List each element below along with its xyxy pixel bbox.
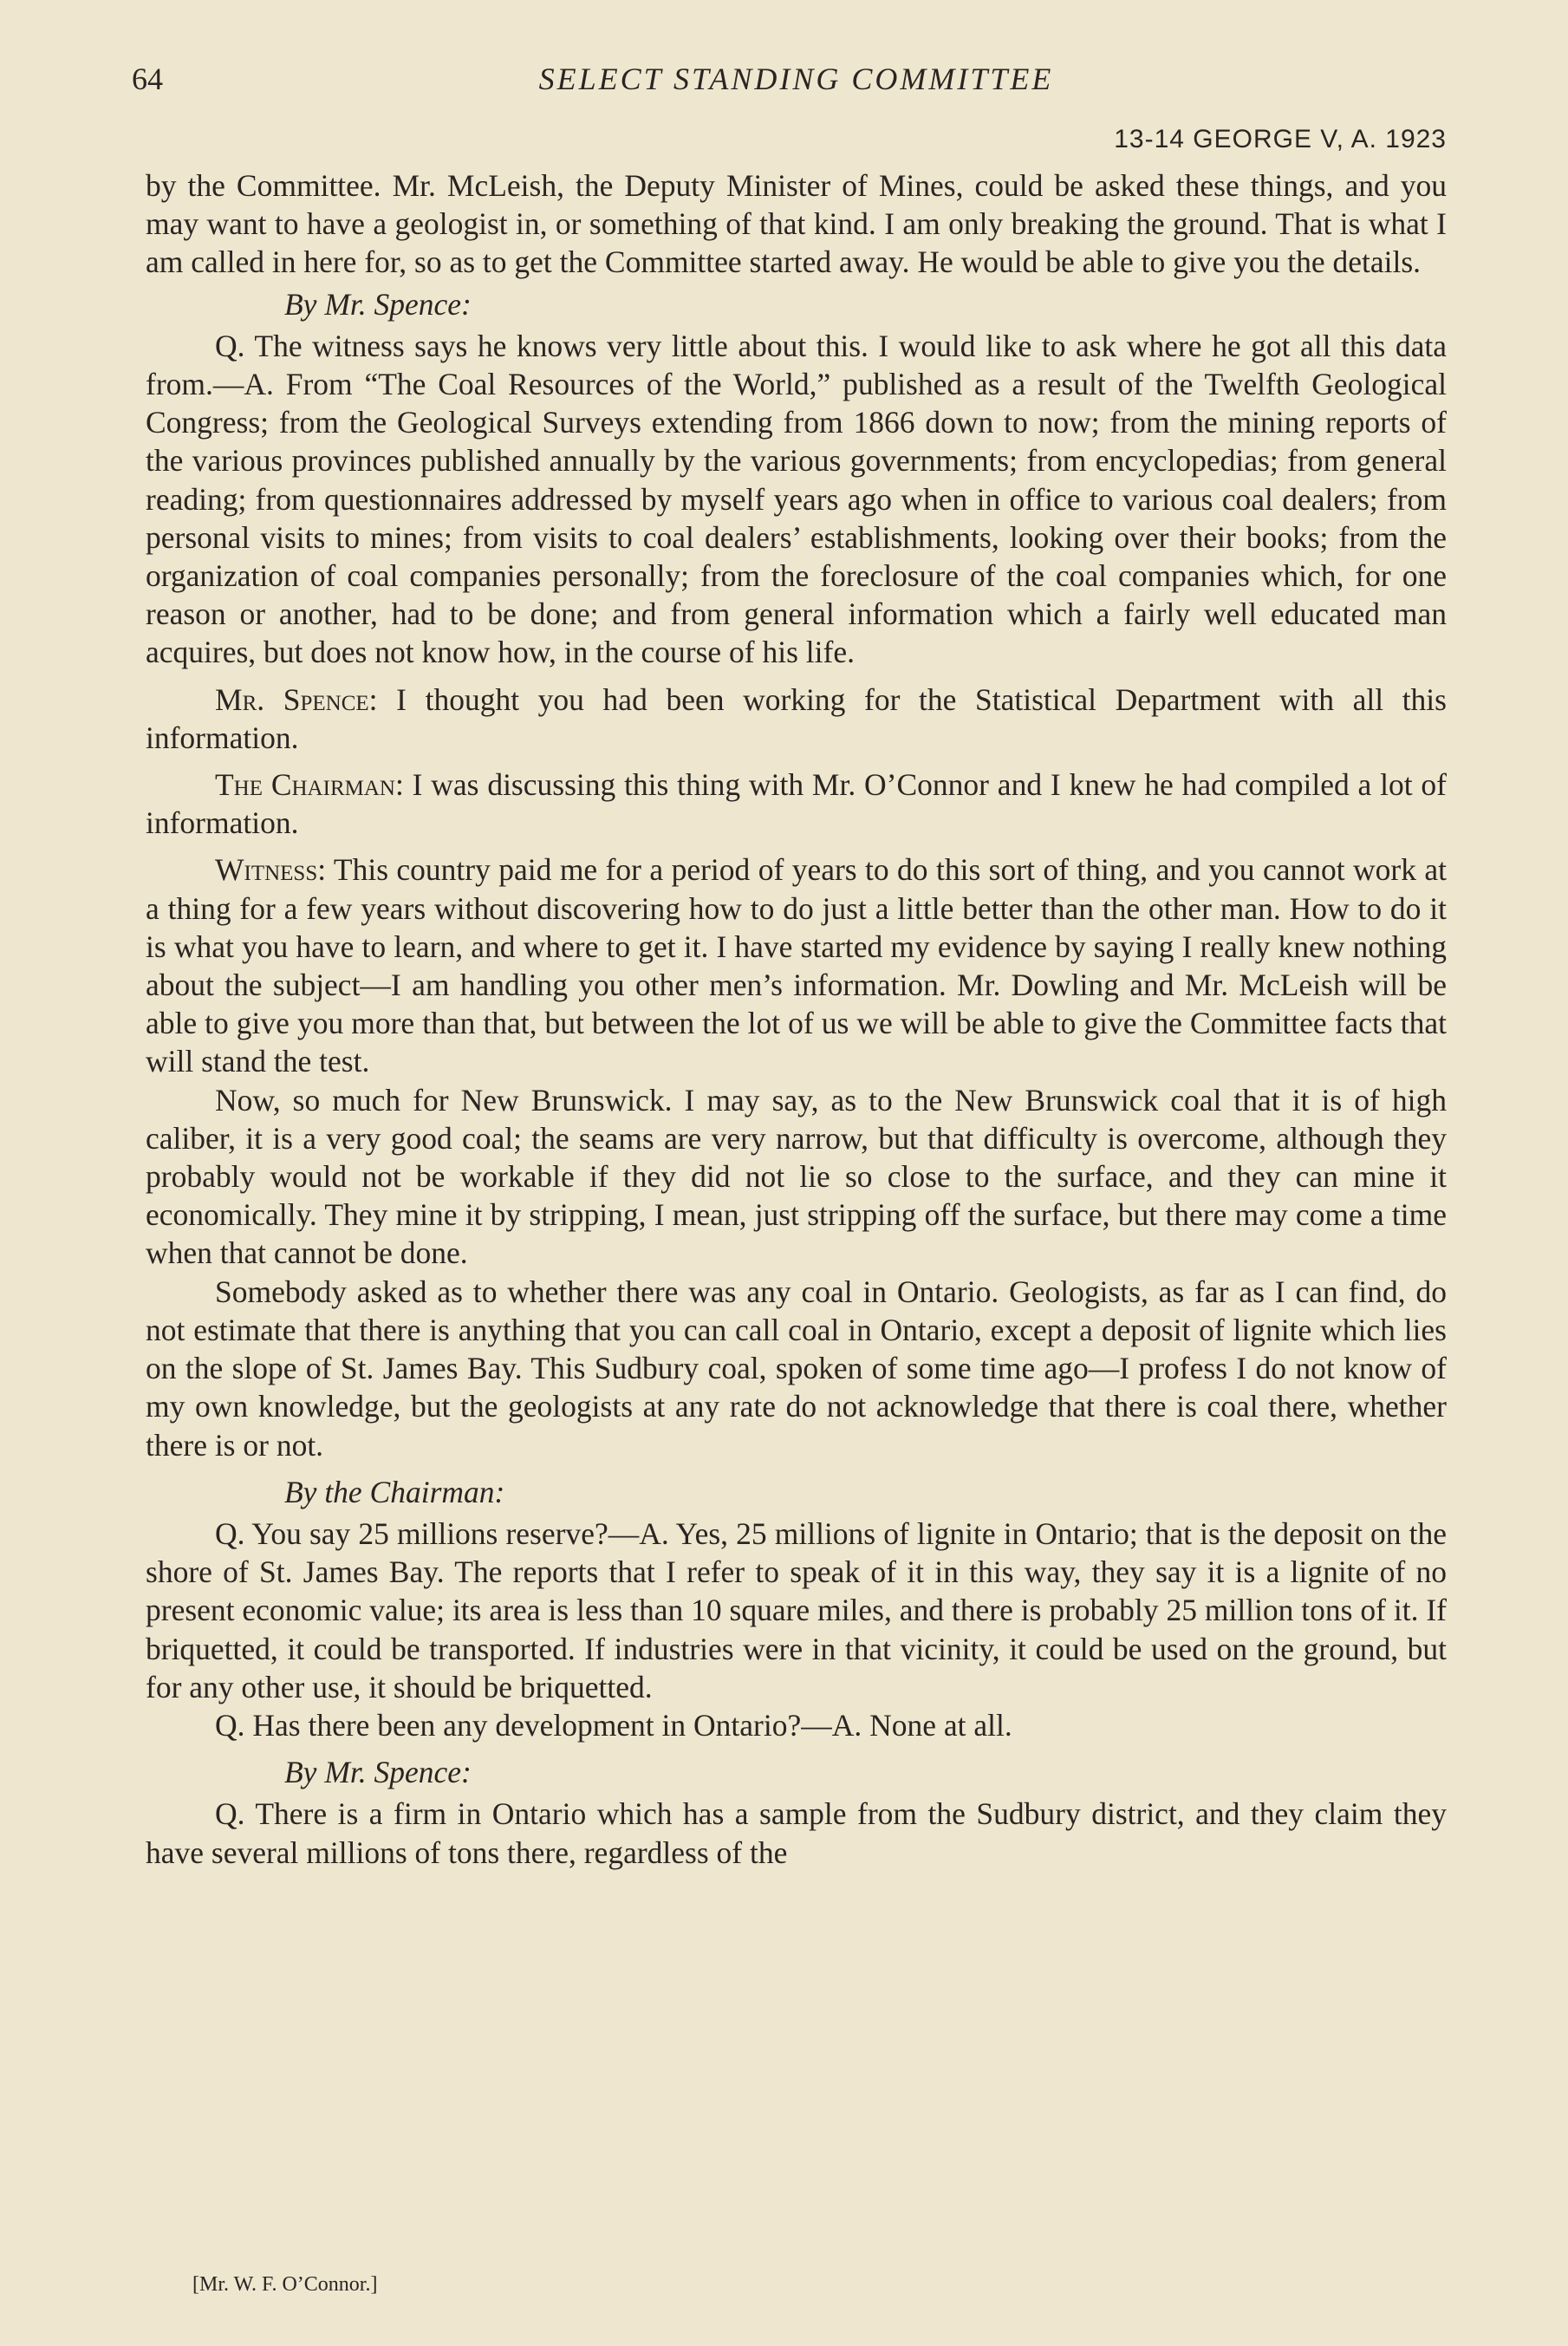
- paragraph: Q. There is a firm in Ontario which has a sample from the Sudbury district, and they claim they have several millions of tons there, regardless of the: [146, 1796, 1447, 1870]
- section-heading: By Mr. Spence:: [284, 1755, 472, 1790]
- speaker-paragraph: [146, 681, 1447, 757]
- speaker-name: Mr. Spence: [215, 681, 369, 717]
- body-text: [146, 166, 1447, 1872]
- section-heading: By the Chairman:: [284, 1474, 505, 1509]
- running-head: [132, 61, 1447, 109]
- journal-title: SELECT STANDING COMMITTEE: [538, 62, 1054, 96]
- paragraph: Now, so much for New Brunswick. I may say, as to the New Brunswick coal that it is of high caliber, it is a very good coal; the seams are very narrow, but that difficulty is overcome, although they probably would not be workable if they did not lie so close to the surface, and they can mine it economically. They mine it by stripping, I mean, just stripping off the surface, but there may come a time when that cannot be done.: [146, 1082, 1447, 1271]
- paragraph: Somebody asked as to whether there was any coal in Ontario. Geologists, as far as I can find, do not estimate that there is anything that you can call coal in Ontario, except a deposit of lignite which lies on the slope of St. James Bay. This Sudbury coal, spoken of some time ago—I profess I do not know of my own knowledge, but the geologists at any rate do not acknowledge that there is coal there, whether there is or not.: [146, 1274, 1447, 1463]
- page-number: 64: [132, 62, 163, 96]
- paragraph: Q. The witness says he knows very little about this. I would like to ask where he got all this data from.—A. From “The Coal Resources of the World,” published as a result of the Twelfth Geological Congress; from the Geological Surveys extending from 1866 down to now; from the mining reports of the various provinces published annually by the various governments; from encyclopedias; from general reading; from questionnaires addressed by myself years ago when in office to various coal dealers; from personal visits to mines; from visits to coal dealers’ establishments, looking over their books; from the organization of coal companies personally; from the foreclosure of the coal companies which, for one reason or another, had to be done; and from general information which a fairly well educated man acquires, but does not know how, in the course of his life.: [146, 328, 1447, 670]
- paragraph: Q. Has there been any development in Ontario?—A. None at all.: [215, 1707, 1012, 1743]
- speaker-text: : I thought you had been working for the Statistical Department with all this information.: [146, 681, 1447, 755]
- speaker-paragraph: [146, 850, 1447, 1080]
- speaker-name: The Chairman: [215, 767, 395, 803]
- speaker-text: : This country paid me for a period of years to do this sort of thing, and you cannot work at a thing for a few years without discovering how to do just a little better than the other man. How to do it is what you have to learn, and where to get it. I have started my evidence by saying I really knew nothing about the subject—I am handling you other men’s information. Mr. Dowling and Mr. McLeish will be able to give you more than that, but between the lot of us we will be able to give the Committee facts that will stand the test.: [146, 852, 1447, 1079]
- footer-note: [Mr. W. F. O’Connor.]: [192, 2273, 378, 2296]
- paragraph: Q. You say 25 millions reserve?—A. Yes, 25 millions of lignite in Ontario; that is the deposit on the shore of St. James Bay. The reports that I refer to speak of it in this way, they say it is a lignite of no present economic value; its area is less than 10 square miles, and there is probably 25 million tons of it. If briquetted, it could be transported. If industries were in that vicinity, it could be used on the ground, but for any other use, it should be briquetted.: [146, 1515, 1447, 1704]
- speaker-name: Witness: [215, 852, 318, 888]
- paragraph: by the Committee. Mr. McLeish, the Deputy Minister of Mines, could be asked these things, and you may want to have a geologist in, or something of that kind. I am only breaking the ground. That is what I am called in here for, so as to get the Committee started away. He would be able to give you the details.: [146, 168, 1447, 280]
- speaker-text: : I was discussing this thing with Mr. O’Connor and I knew he had compiled a lot of information.: [146, 767, 1448, 841]
- section-heading: By Mr. Spence:: [284, 286, 472, 322]
- session-line: 13-14 GEORGE V, A. 1923: [1114, 125, 1447, 153]
- speaker-paragraph: [146, 766, 1447, 842]
